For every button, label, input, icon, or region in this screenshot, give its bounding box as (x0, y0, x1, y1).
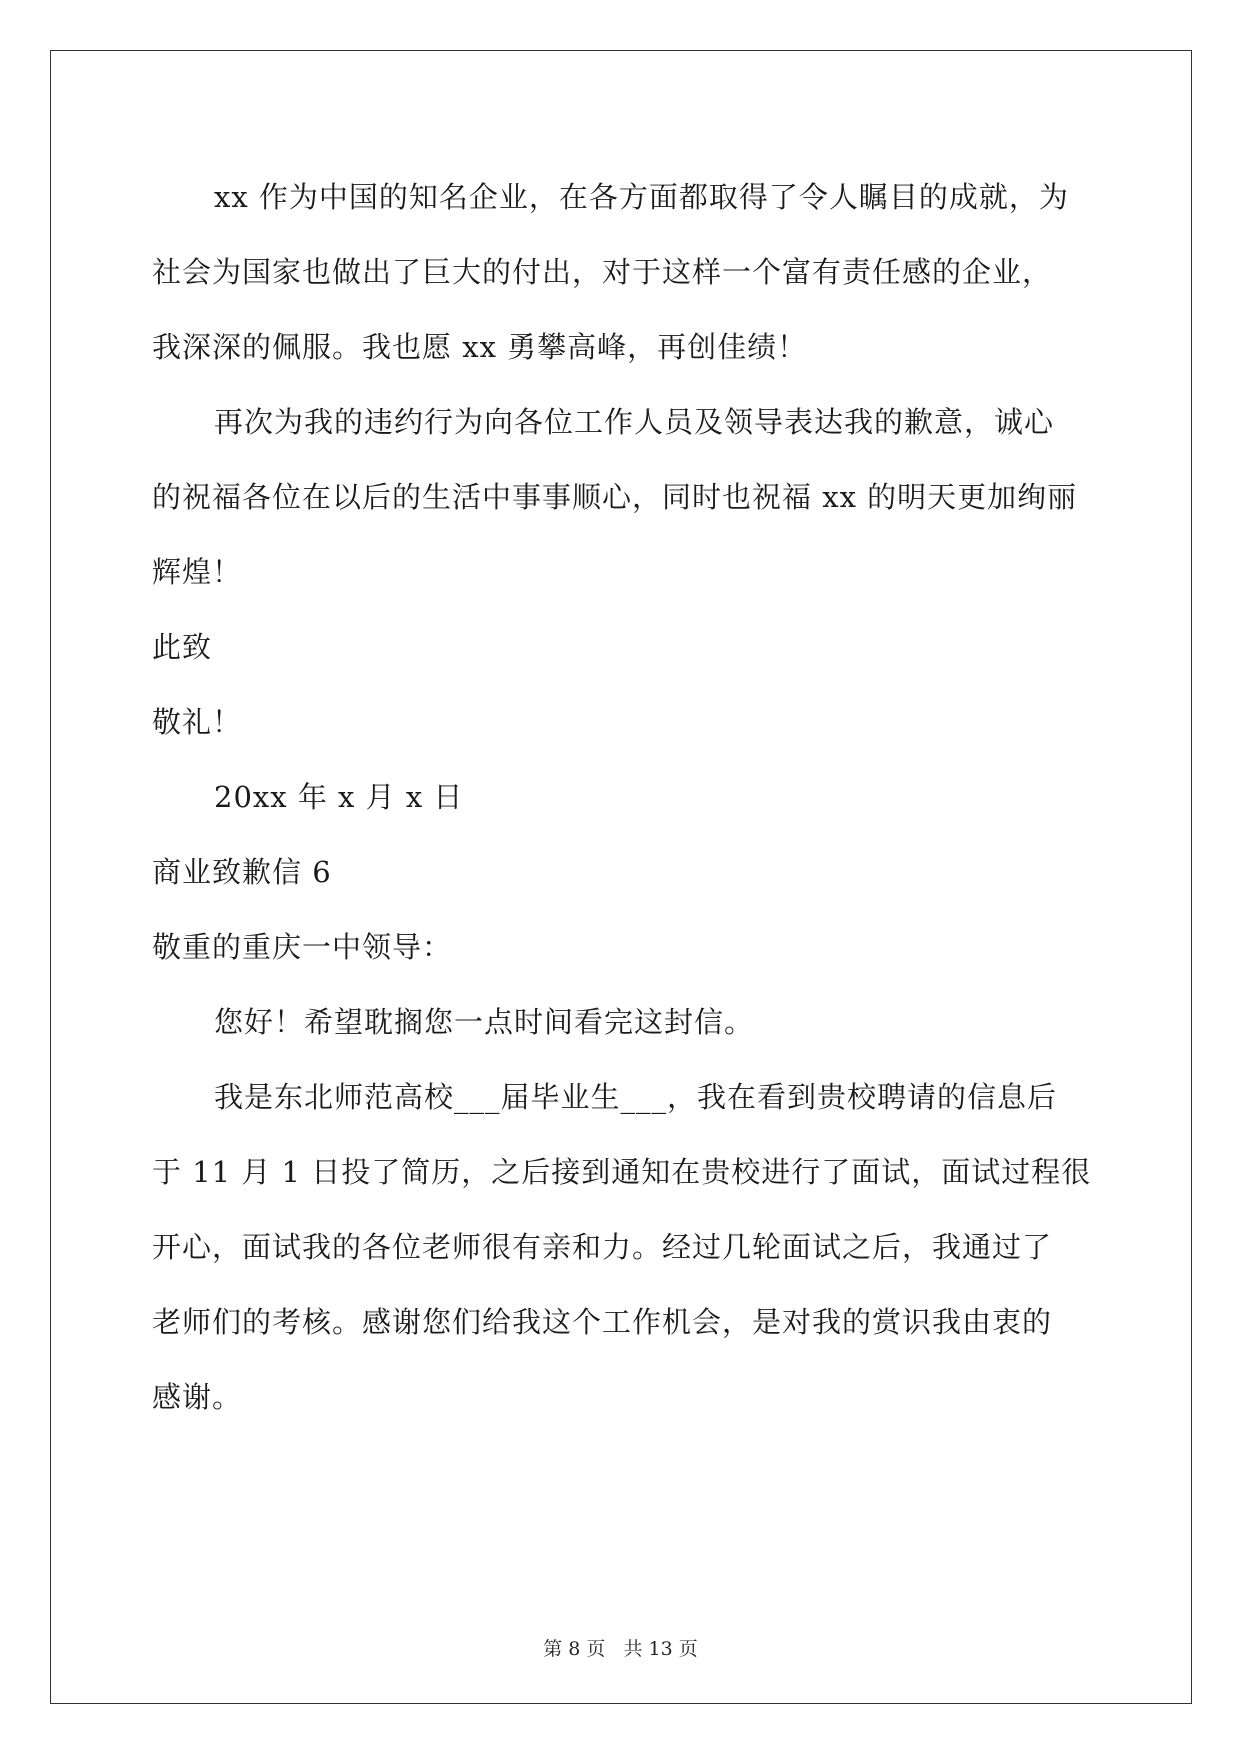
letter-greeting (152, 910, 1092, 985)
page-footer (0, 1634, 1241, 1661)
text-line: xx 作为中国的知名企业，在各方面都取得了令人瞩目的成就，为 (214, 180, 1069, 214)
closing-regards (152, 685, 1092, 760)
page-number: 第 8 页 (543, 1638, 606, 1660)
text-line: 的祝福各位在以后的生活中事事顺心，同时也祝福 xx 的明天更加绚丽 (152, 480, 1078, 514)
text-line: 开心，面试我的各位老师很有亲和力。经过几轮面试之后，我通过了 (152, 1230, 1053, 1264)
text-line: 您好！希望耽搁您一点时间看完这封信。 (214, 1005, 755, 1039)
text-line: 于 11 月 1 日投了简历，之后接到通知在贵校进行了面试，面试过程很 (152, 1155, 1092, 1189)
paragraph-2 (152, 385, 1092, 610)
text-line: 此致 (152, 630, 213, 664)
text-line: 我深深的佩服。我也愿 xx 勇攀高峰，再创佳绩！ (152, 330, 808, 364)
text-line: 再次为我的违约行为向各位工作人员及领导表达我的歉意，诚心 (214, 405, 1055, 439)
text-line: 敬礼！ (152, 705, 243, 739)
text-line: 我是东北师范高校___届毕业生___，我在看到贵校聘请的信息后 (214, 1080, 1058, 1114)
page-total: 共 13 页 (623, 1638, 698, 1660)
paragraph-3 (152, 985, 1092, 1060)
text-line: 感谢。 (152, 1380, 243, 1414)
closing-salutation (152, 610, 1092, 685)
document-body (152, 160, 1092, 1435)
text-line: 20xx 年 x 月 x 日 (214, 780, 464, 814)
text-line: 辉煌！ (152, 555, 243, 589)
paragraph-4 (152, 1060, 1092, 1435)
letter-date (152, 760, 1092, 835)
section-heading (152, 835, 1092, 910)
paragraph-1 (152, 160, 1092, 385)
text-line: 社会为国家也做出了巨大的付出，对于这样一个富有责任感的企业， (152, 255, 1053, 289)
text-line: 老师们的考核。感谢您们给我这个工作机会，是对我的赏识我由衷的 (152, 1305, 1053, 1339)
text-line: 商业致歉信 6 (152, 855, 332, 889)
text-line: 敬重的重庆一中领导： (152, 930, 453, 964)
